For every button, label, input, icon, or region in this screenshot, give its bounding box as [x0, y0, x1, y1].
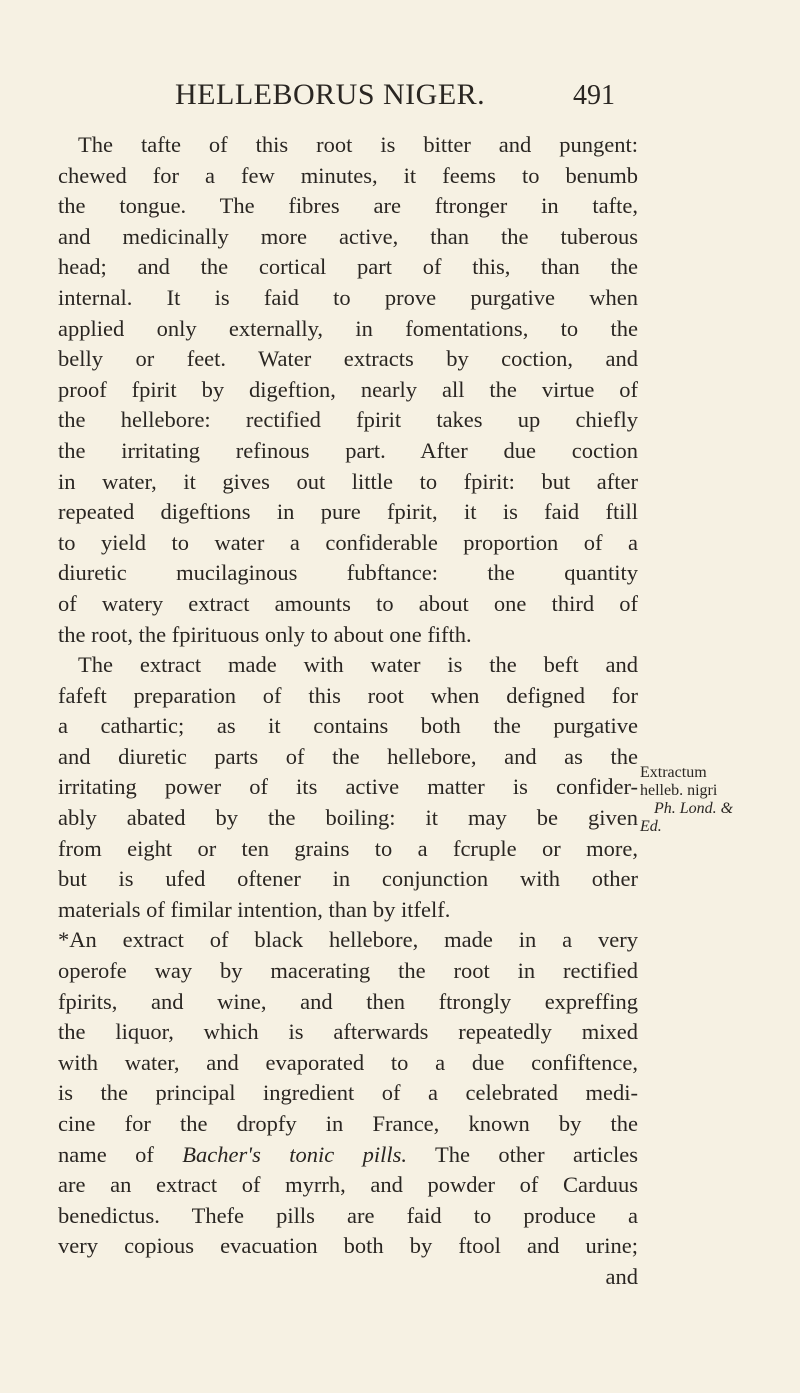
- text-line: internal. It is faid to prove purgative when: [58, 284, 638, 310]
- text-line: the liquor, which is afterwards repeatedly mixed: [58, 1019, 638, 1045]
- text-line: the irritating refinous part. After due coction: [58, 437, 638, 463]
- text-line: applied only externally, in fomentations, to the: [58, 315, 638, 341]
- text-line: fpirits, and wine, and then ftrongly expreffing: [58, 988, 638, 1014]
- margin-note-line: Ed.: [640, 818, 662, 835]
- text-line: in water, it gives out little to fpirit: but after: [58, 468, 638, 494]
- text-line: diuretic mucilaginous fubftance: the quantity: [58, 560, 638, 586]
- text-line: *An extract of black hellebore, made in a very: [58, 927, 638, 953]
- margin-note-line: Ph. Lond. &: [654, 800, 734, 817]
- margin-note: [640, 764, 790, 836]
- text-line: and medicinally more active, than the tuberous: [58, 223, 638, 249]
- text-line: proof fpirit by digeftion, nearly all the virtue of: [58, 376, 638, 402]
- page-header: [175, 78, 615, 122]
- text-line-with-italic: [58, 1140, 638, 1171]
- text-line: are an extract of myrrh, and powder of Carduus: [58, 1172, 638, 1198]
- text-line: is the principal ingredient of a celebrated medi-: [58, 1080, 638, 1106]
- body-text: [58, 130, 638, 1293]
- text-line: the root, the fpirituous only to about one fifth.: [58, 621, 472, 647]
- text-line: the hellebore: rectified fpirit takes up chiefly: [58, 407, 638, 433]
- text-line: and diuretic parts of the hellebore, and as the: [58, 743, 638, 769]
- catchword: and: [605, 1263, 638, 1289]
- running-title: HELLEBORUS NIGER.: [175, 78, 486, 111]
- text-line: benedictus. Thefe pills are faid to produce a: [58, 1202, 638, 1228]
- text-fragment: The other articles: [435, 1141, 638, 1167]
- text-line: belly or feet. Water extracts by coction, and: [58, 346, 638, 372]
- text-line: chewed for a few minutes, it feems to benumb: [58, 162, 638, 188]
- text-line: cine for the dropfy in France, known by the: [58, 1111, 638, 1136]
- text-line: repeated digeftions in pure fpirit, it is faid ftill: [58, 499, 638, 525]
- text-line: The tafte of this root is bitter and pungent:: [78, 132, 638, 157]
- text-line: head; and the cortical part of this, than the: [58, 254, 638, 280]
- text-line: to yield to water a confiderable proportion of a: [58, 529, 638, 555]
- text-line: very copious evacuation both by ftool and urine;: [58, 1233, 638, 1259]
- text-line: the tongue. The fibres are ftronger in tafte,: [58, 193, 638, 219]
- text-line: materials of fimilar intention, than by itfelf.: [58, 896, 451, 922]
- text-line: with water, and evaporated to a due confiftence,: [58, 1049, 638, 1075]
- text-line: operofe way by macerating the root in rectified: [58, 958, 638, 984]
- text-line: The extract made with water is the beft and: [78, 652, 638, 678]
- text-line: but is ufed oftener in conjunction with other: [58, 866, 638, 892]
- text-line: of watery extract amounts to about one third of: [58, 590, 638, 616]
- text-line: irritating power of its active matter is confider-: [58, 774, 638, 800]
- text-line: from eight or ten grains to a fcruple or more,: [58, 835, 638, 861]
- text-line: ably abated by the boiling: it may be given: [58, 805, 638, 831]
- text-fragment: name of: [58, 1141, 154, 1167]
- text-line: a cathartic; as it contains both the purgative: [58, 713, 638, 739]
- margin-note-line: Extractum: [640, 764, 707, 781]
- italic-pill-name: Bacher's tonic pills.: [182, 1141, 408, 1167]
- text-line: fafeft preparation of this root when defigned for: [58, 682, 638, 708]
- page-number: 491: [573, 80, 615, 111]
- margin-note-line: helleb. nigri: [640, 782, 718, 799]
